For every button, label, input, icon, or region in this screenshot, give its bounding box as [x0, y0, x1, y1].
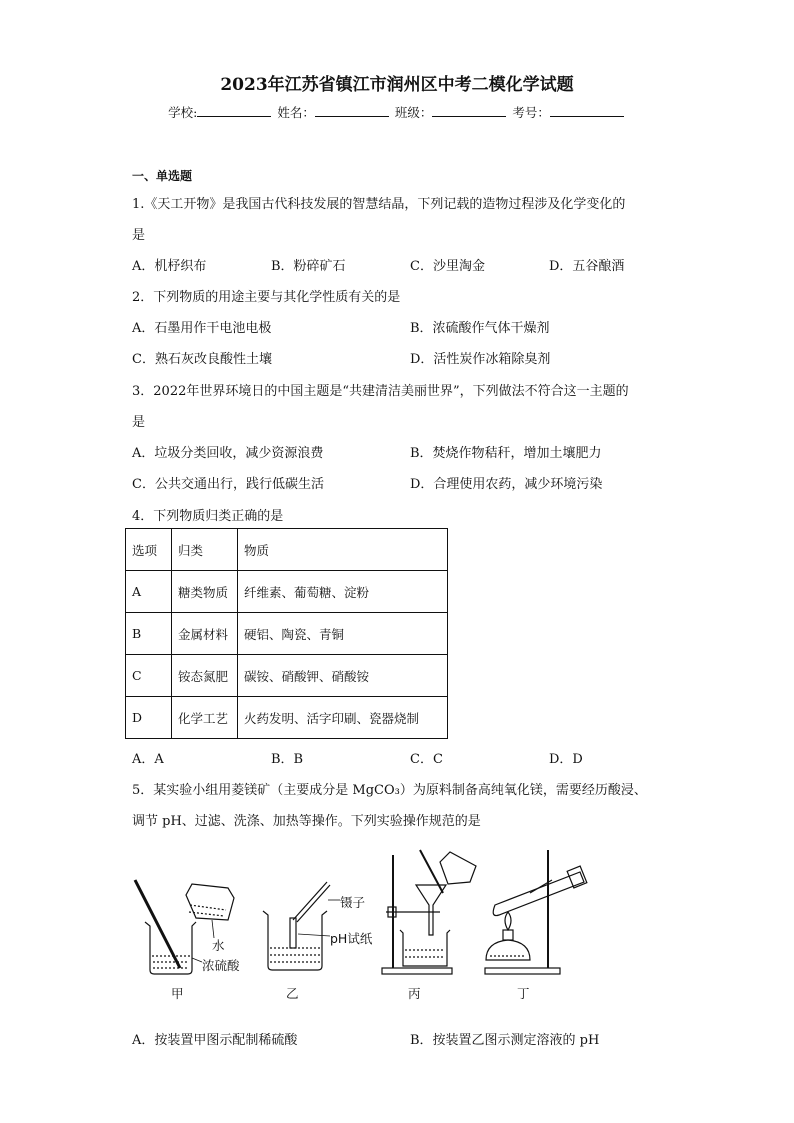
label-acid: 浓硫酸 [202, 958, 240, 973]
q2-option-a: A．石墨用作干电池电极 [132, 321, 272, 336]
table-cell: 纤维素、葡萄糖、淀粉 [238, 571, 448, 613]
table-cell: 归类 [172, 529, 238, 571]
q4-option-b: B．B [271, 752, 304, 767]
table-row [126, 655, 448, 697]
q3-option-d: D．合理使用农药，减少环境污染 [410, 477, 603, 492]
table-cell: 化学工艺 [172, 697, 238, 739]
q3-stem-line1: 3．2022年世界环境日的中国主题是“共建清洁美丽世界”，下列做法不符合这一主题的 [132, 384, 629, 399]
exam-number-blank [550, 104, 624, 117]
heating-stand [485, 850, 560, 974]
table-cell: 物质 [238, 529, 448, 571]
q2-option-c: C．熟石灰改良酸性土壤 [132, 352, 272, 367]
exam-number-label: 考号： [512, 105, 550, 120]
q1-stem-line1: 1.《天工开物》是我国古代科技发展的智慧结晶，下列记载的造物过程涉及化学变化的 [132, 197, 626, 212]
label-water: 水 [212, 938, 225, 953]
q2-option-d: D．活性炭作冰箱除臭剂 [410, 352, 551, 367]
table-header-row [126, 529, 448, 571]
q3-stem-line2: 是 [132, 415, 146, 430]
beaker-yi [263, 911, 327, 970]
table-cell: 糖类物质 [172, 571, 238, 613]
q5-option-b: B．按装置乙图示测定溶液的 pH [410, 1033, 600, 1048]
q1-option-b: B．粉碎矿石 [271, 259, 346, 274]
label-jia: 甲 [171, 986, 184, 1001]
pouring-beaker [186, 884, 234, 920]
q5-stem-line1: 5．某实验小组用菱镁矿（主要成分是 MgCO₃）为原料制备高纯氧化镁，需要经历酸浸、 [132, 783, 647, 798]
label-ph-paper: pH试纸 [330, 931, 373, 946]
beaker-jia [145, 922, 196, 974]
table-cell: B [126, 613, 172, 655]
table-cell: 碳铵、硝酸钾、硝酸铵 [238, 655, 448, 697]
table-cell: A [126, 571, 172, 613]
q4-stem: 4．下列物质归类正确的是 [132, 509, 284, 524]
class-label: 班级： [394, 105, 433, 120]
funnel [416, 885, 446, 935]
label-ding: 丁 [517, 986, 530, 1001]
label-bing: 丙 [408, 986, 421, 1001]
table-row [126, 571, 448, 613]
table-cell: D [126, 697, 172, 739]
q2-option-b: B．浓硫酸作气体干燥剂 [410, 321, 550, 336]
table-cell: 选项 [126, 529, 172, 571]
tweezers [293, 882, 330, 922]
pouring-beaker-bing [440, 852, 476, 884]
label-yi: 乙 [286, 986, 299, 1001]
table-cell: 金属材料 [172, 613, 238, 655]
name-label: 姓名： [277, 105, 315, 120]
q1-option-d: D．五谷酿酒 [549, 259, 625, 274]
q1-stem-line2: 是 [132, 228, 146, 243]
table-row [126, 613, 448, 655]
table-row [126, 697, 448, 739]
q4-option-d: D．D [549, 752, 583, 767]
school-blank [197, 104, 271, 117]
q5-option-a: A．按装置甲图示配制稀硫酸 [132, 1033, 298, 1048]
q3-option-a: A．垃圾分类回收，减少资源浪费 [132, 446, 324, 461]
classification-table [125, 528, 448, 739]
receiving-beaker [400, 930, 450, 966]
alcohol-lamp [486, 912, 530, 960]
section-heading: 一、单选题 [132, 169, 193, 183]
school-label: 学校: [168, 105, 198, 120]
glass-rod [135, 880, 180, 968]
name-blank [315, 104, 389, 117]
q3-option-b: B．焚烧作物秸秆，增加土壤肥力 [410, 446, 602, 461]
table-cell: 铵态氮肥 [172, 655, 238, 697]
exam-title: 2023年江苏省镇江市润州区中考二模化学试题 [220, 75, 574, 95]
q1-option-c: C．沙里淘金 [410, 259, 485, 274]
glass-rod-bing [420, 850, 443, 893]
test-tube [493, 866, 587, 916]
table-cell: C [126, 655, 172, 697]
ph-paper-strip [290, 918, 296, 948]
table-cell: 火药发明、活字印刷、瓷器烧制 [238, 697, 448, 739]
filtration-stand [382, 855, 452, 974]
q4-option-a: A．A [132, 752, 164, 767]
q5-stem-line2: 调节 pH、过滤、洗涤、加热等操作。下列实验操作规范的是 [132, 814, 481, 829]
q3-option-c: C．公共交通出行，践行低碳生活 [132, 477, 324, 492]
q2-stem: 2．下列物质的用途主要与其化学性质有关的是 [132, 290, 401, 305]
student-info-line [0, 103, 794, 121]
table-cell: 硬铝、陶瓷、青铜 [238, 613, 448, 655]
class-blank [432, 104, 506, 117]
q1-option-a: A．机杼织布 [132, 259, 207, 274]
q4-option-c: C．C [410, 752, 443, 767]
label-tweezers: 镊子 [340, 895, 366, 910]
